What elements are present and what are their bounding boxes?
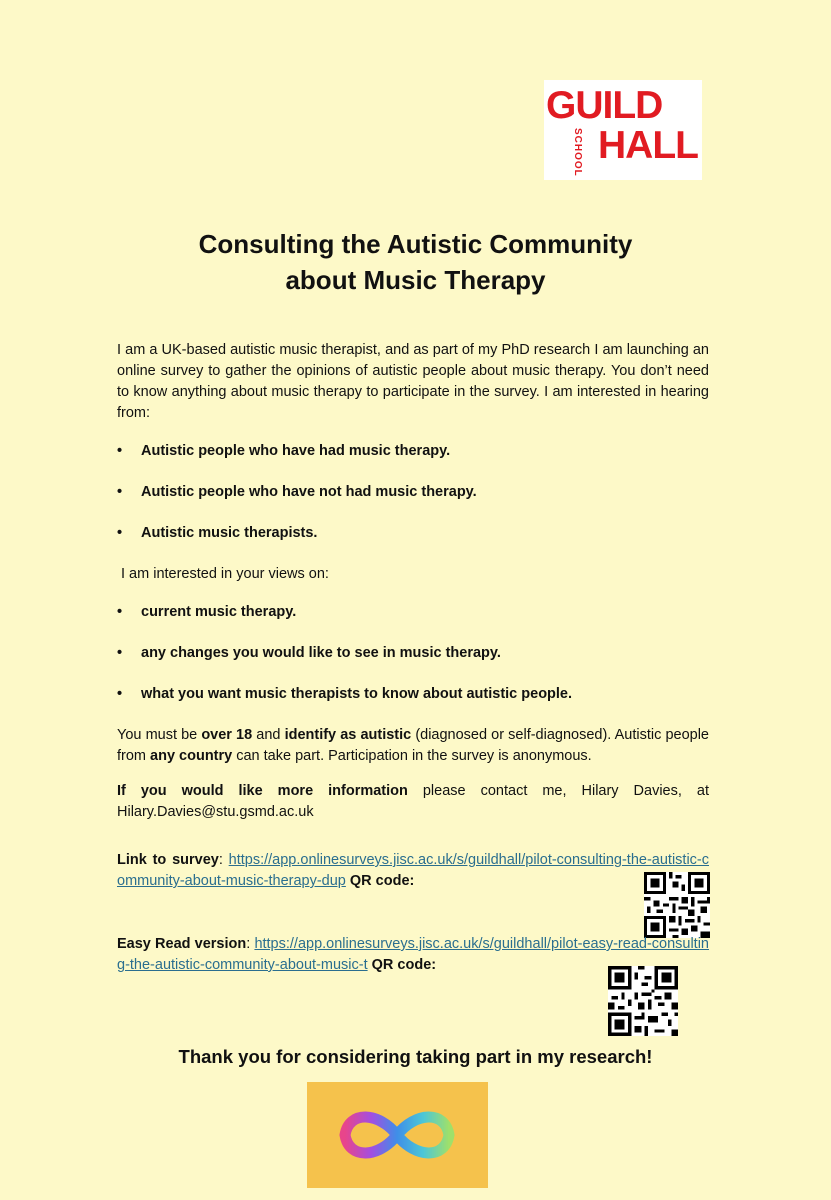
requirements-paragraph: You must be over 18 and identify as autistic (diagnosed or self-diagnosed). Autistic people from any country can take part. Participation in the survey is anonymous. — [117, 727, 709, 764]
contact-paragraph: If you would like more information please contact me, Hilary Davies, at Hilary.Davies@stu.gsmd.ac.uk — [117, 783, 709, 820]
views-intro: I am interested in your views on: — [121, 566, 329, 582]
main-content — [117, 340, 709, 823]
guildhall-school-logo — [544, 80, 702, 180]
views-list — [117, 602, 709, 705]
survey-qr-label: QR code — [349, 873, 410, 889]
title-line-2: about Music Therapy — [285, 265, 546, 295]
bullet-icon: • — [117, 604, 123, 620]
survey-link-block: Link to survey: https://app.onlinesurveys.jisc.ac.uk/s/guildhall/pilot-consulting-the-autistic-community-about-music-therapy-dup QR code: — [117, 852, 709, 889]
audience-list — [117, 441, 709, 544]
bullet-icon: • — [117, 686, 123, 702]
list-item: • what you want music therapists to know about autistic people. — [117, 684, 709, 705]
list-item: • Autistic people who have not had music therapy. — [117, 482, 709, 503]
logo-word-school: SCHOOL — [572, 128, 583, 177]
easy-read-qr-code-icon[interactable] — [608, 966, 678, 1036]
infinity-symbol-icon — [307, 1082, 488, 1188]
bullet-icon: • — [117, 645, 123, 661]
easy-read-label: Easy Read version — [117, 936, 247, 952]
survey-link[interactable]: https://app.onlinesurveys.jisc.ac.uk/s/guildhall/pilot-consulting-the-autistic-community-about-music-therapy-dup — [117, 852, 709, 889]
survey-label: Link to survey — [117, 852, 219, 868]
list-item: • any changes you would like to see in music therapy. — [117, 643, 709, 664]
survey-qr-code-icon[interactable] — [644, 872, 710, 938]
thank-you-message: Thank you for considering taking part in my research! — [178, 1046, 653, 1067]
easy-read-link-block: Easy Read version: https://app.onlinesurveys.jisc.ac.uk/s/guildhall/pilot-easy-read-consulting-the-autistic-community-about-music-t QR code: — [117, 936, 709, 973]
bullet-icon: • — [117, 525, 123, 541]
easy-read-link[interactable]: https://app.onlinesurveys.jisc.ac.uk/s/guildhall/pilot-easy-read-consulting-the-autistic-community-about-music-t — [117, 936, 709, 973]
bullet-icon: • — [117, 484, 123, 500]
logo-word-guild: GUILD — [546, 84, 663, 127]
bullet-icon: • — [117, 443, 123, 459]
title-line-1: Consulting the Autistic Community — [198, 229, 633, 259]
list-item: • Autistic music therapists. — [117, 523, 709, 544]
page-title — [0, 226, 831, 298]
list-item: • current music therapy. — [117, 602, 709, 623]
list-item: • Autistic people who have had music therapy. — [117, 441, 709, 462]
easy-read-qr-label: QR code: — [371, 957, 437, 973]
intro-paragraph: I am a UK-based autistic music therapist, and as part of my PhD research I am launching an online survey to gather the opinions of autistic people about music therapy. You don’t need to know anything about music therapy to participate in the survey. I am interested in hearing from: — [117, 342, 709, 421]
logo-word-hall: HALL — [598, 124, 698, 167]
